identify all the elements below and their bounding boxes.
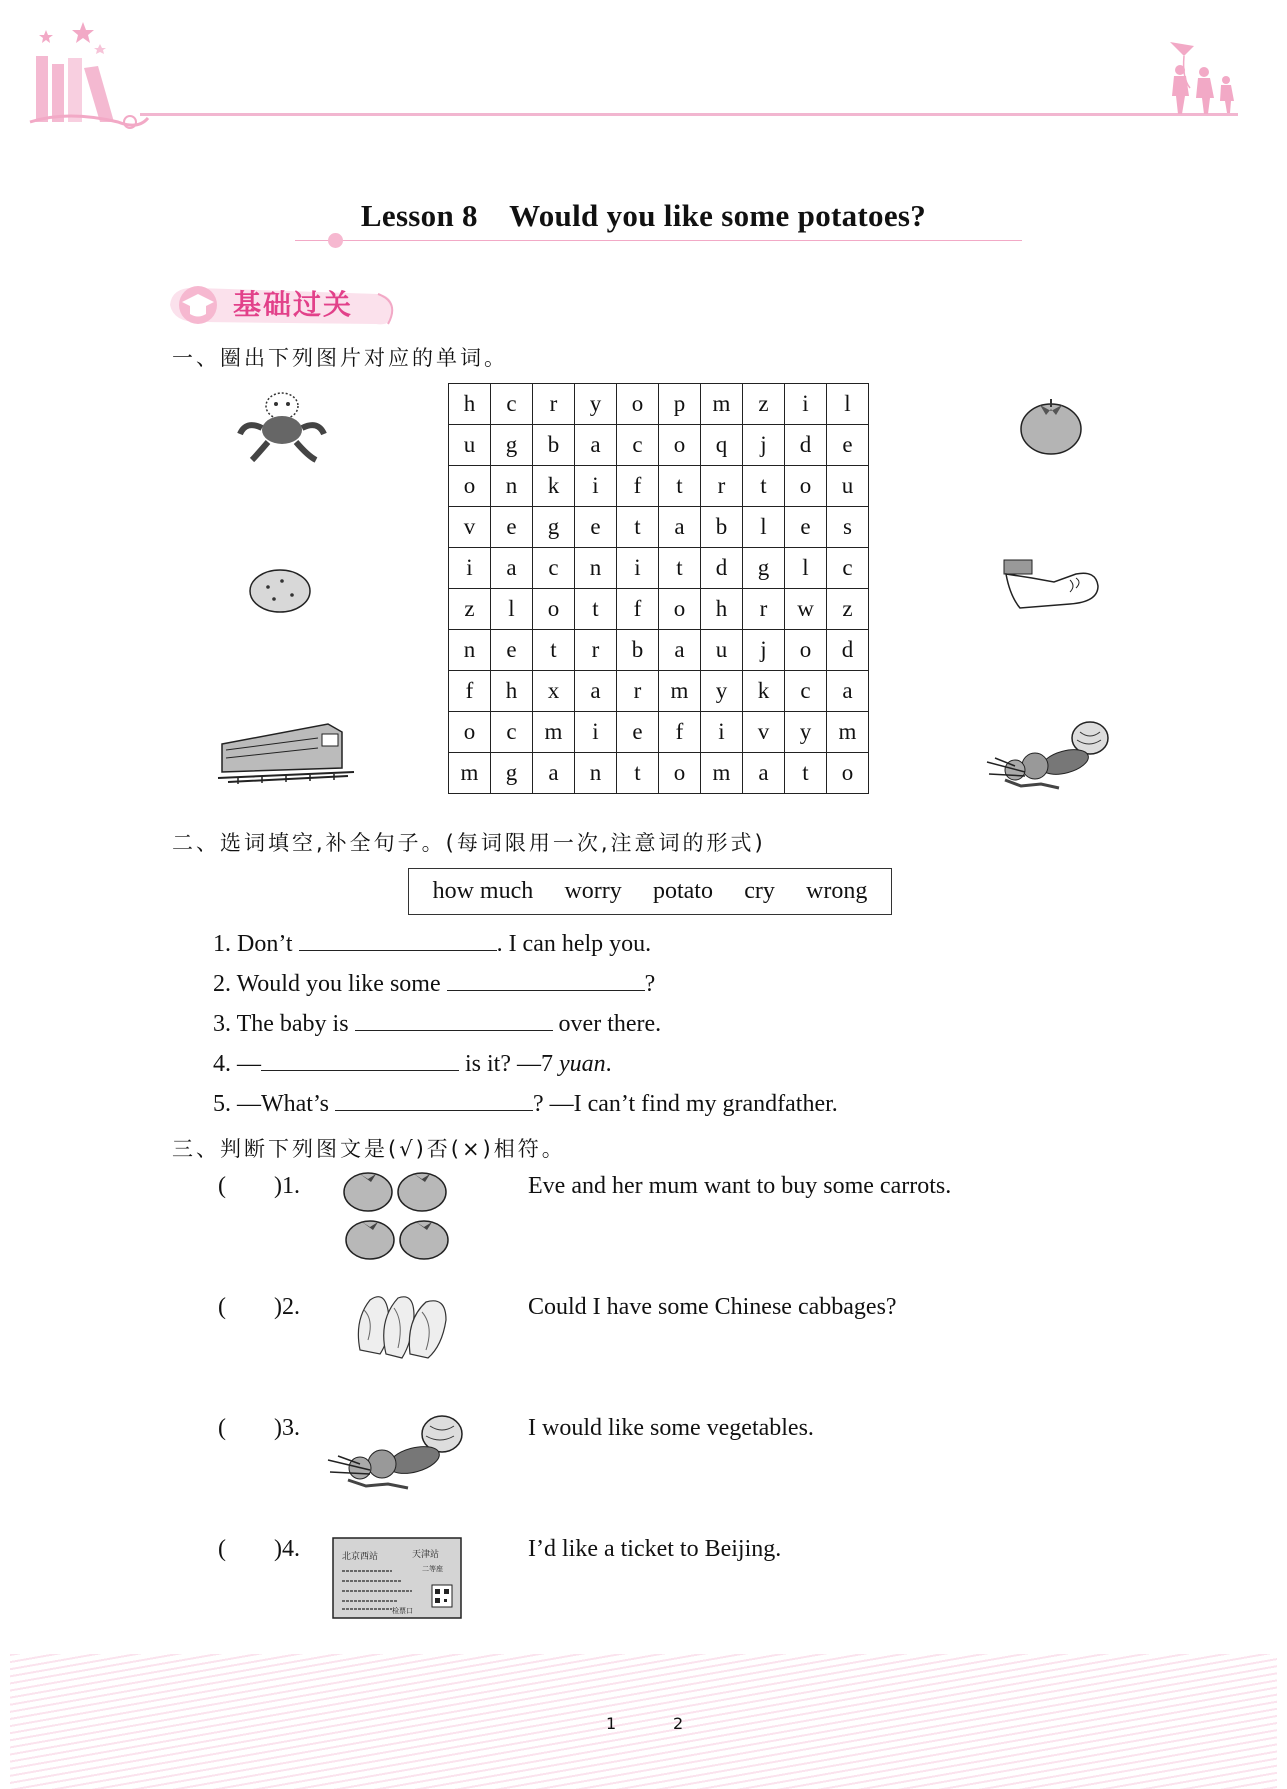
grid-letter-cell[interactable]: e (785, 507, 827, 548)
grid-letter-cell[interactable]: t (785, 753, 827, 794)
grid-letter-cell[interactable]: a (575, 671, 617, 712)
grid-letter-cell[interactable]: h (449, 384, 491, 425)
grid-letter-cell[interactable]: a (659, 507, 701, 548)
grid-letter-cell[interactable]: y (575, 384, 617, 425)
grid-letter-cell[interactable]: c (491, 384, 533, 425)
grid-letter-cell[interactable]: t (617, 507, 659, 548)
grid-letter-cell[interactable]: y (785, 712, 827, 753)
grid-letter-cell[interactable]: t (575, 589, 617, 630)
judge-item-3-number: ( )3. (218, 1415, 300, 1441)
grid-letter-cell[interactable]: m (449, 753, 491, 794)
grid-letter-cell[interactable]: b (533, 425, 575, 466)
cabbages-picture (350, 1290, 456, 1362)
grid-letter-cell[interactable]: z (827, 589, 869, 630)
grid-row (449, 712, 869, 753)
sentence-3 (213, 1010, 661, 1038)
grid-row (449, 753, 869, 794)
word-bank-item: wrong (806, 878, 868, 904)
grid-letter-cell[interactable]: a (575, 425, 617, 466)
judge-item-2-number: ( )2. (218, 1294, 300, 1320)
sentence-1 (213, 930, 651, 958)
grid-letter-cell[interactable]: m (827, 712, 869, 753)
header-rule (140, 113, 1238, 116)
grid-letter-cell[interactable]: i (785, 384, 827, 425)
sentence-4 (213, 1050, 612, 1078)
potato-picture (248, 567, 312, 615)
header-logo-decoration (28, 18, 148, 130)
grid-letter-cell[interactable]: u (827, 466, 869, 507)
ticket-class: 二等座 (422, 1565, 443, 1573)
grid-letter-cell[interactable]: k (533, 466, 575, 507)
tomatoes-picture (340, 1168, 452, 1264)
grid-letter-cell[interactable]: e (491, 507, 533, 548)
grid-letter-cell[interactable]: e (575, 507, 617, 548)
grid-letter-cell[interactable]: i (449, 548, 491, 589)
grid-letter-cell[interactable]: u (449, 425, 491, 466)
grid-letter-cell[interactable]: n (575, 548, 617, 589)
title-underline (295, 240, 1022, 241)
grid-row (449, 466, 869, 507)
grid-letter-cell[interactable]: m (533, 712, 575, 753)
grid-letter-cell[interactable]: z (743, 384, 785, 425)
grid-letter-cell[interactable]: c (617, 425, 659, 466)
page-number-left: 1 (606, 1714, 617, 1733)
grid-letter-cell[interactable]: b (701, 507, 743, 548)
grid-letter-cell[interactable]: r (701, 466, 743, 507)
grid-row (449, 425, 869, 466)
train-picture (218, 716, 358, 786)
vegetables-picture (985, 718, 1115, 800)
sentence-text: 4. — (213, 1051, 261, 1077)
grid-letter-cell[interactable]: c (533, 548, 575, 589)
sentence-text: over there. (552, 1011, 662, 1037)
grid-letter-cell[interactable]: h (701, 589, 743, 630)
grid-letter-cell[interactable]: j (743, 425, 785, 466)
sentence-text: . I can help you. (496, 931, 652, 957)
grid-letter-cell[interactable]: i (575, 712, 617, 753)
grid-row (449, 589, 869, 630)
grid-letter-cell[interactable]: o (449, 466, 491, 507)
grid-letter-cell[interactable]: t (659, 466, 701, 507)
sentence-text: 5. —What’s (213, 1091, 335, 1117)
grid-letter-cell[interactable]: p (659, 384, 701, 425)
grid-letter-cell[interactable]: u (701, 630, 743, 671)
grid-letter-cell[interactable]: r (617, 671, 659, 712)
word-bank (408, 868, 892, 915)
grid-letter-cell[interactable]: o (827, 753, 869, 794)
grid-letter-cell[interactable]: a (533, 753, 575, 794)
grid-letter-cell[interactable]: f (659, 712, 701, 753)
judge-item-4-number: ( )4. (218, 1536, 300, 1562)
grid-letter-cell[interactable]: i (701, 712, 743, 753)
grid-letter-cell[interactable]: o (785, 630, 827, 671)
grid-letter-cell[interactable]: a (743, 753, 785, 794)
grid-letter-cell[interactable]: e (491, 630, 533, 671)
grid-letter-cell[interactable]: m (701, 753, 743, 794)
grid-row (449, 384, 869, 425)
judge-item-1-number: ( )1. (218, 1173, 300, 1199)
grid-letter-cell[interactable]: r (575, 630, 617, 671)
grid-letter-cell[interactable]: g (491, 753, 533, 794)
q2-heading: 二、选词填空,补全句子。(每词限用一次,注意词的形式) (172, 831, 766, 855)
grid-row (449, 507, 869, 548)
grid-letter-cell[interactable]: a (659, 630, 701, 671)
grid-letter-cell[interactable]: o (617, 384, 659, 425)
answer-blank[interactable] (355, 1010, 553, 1031)
word-search-grid (448, 383, 869, 794)
grid-letter-cell[interactable]: o (785, 466, 827, 507)
grid-letter-cell[interactable]: m (701, 384, 743, 425)
grid-letter-cell[interactable]: o (449, 712, 491, 753)
currency-word: yuan (559, 1051, 606, 1077)
grid-letter-cell[interactable]: c (491, 712, 533, 753)
grid-letter-cell[interactable]: e (617, 712, 659, 753)
grid-letter-cell[interactable]: y (701, 671, 743, 712)
grid-letter-cell[interactable]: r (743, 589, 785, 630)
grid-letter-cell[interactable]: g (491, 425, 533, 466)
children-kite-icon (1160, 38, 1240, 118)
grid-letter-cell[interactable]: c (827, 548, 869, 589)
grid-letter-cell[interactable]: o (659, 753, 701, 794)
grid-row (449, 671, 869, 712)
grid-letter-cell[interactable]: g (743, 548, 785, 589)
sentence-5 (213, 1090, 838, 1118)
sentence-text: 1. Don’t (213, 931, 299, 957)
grid-letter-cell[interactable]: f (617, 589, 659, 630)
lesson-title: Lesson 8 Would you like some potatoes? (360, 198, 927, 233)
grid-letter-cell[interactable]: n (491, 466, 533, 507)
judge-item-2-text: Could I have some Chinese cabbages? (528, 1294, 897, 1320)
page-number-right: 2 (673, 1714, 684, 1733)
sentence-2 (213, 970, 655, 998)
grid-letter-cell[interactable]: t (533, 630, 575, 671)
grid-row (449, 630, 869, 671)
word-bank-item: cry (744, 878, 775, 904)
grid-letter-cell[interactable]: j (743, 630, 785, 671)
grid-letter-cell[interactable]: d (785, 425, 827, 466)
title-dot-decoration (328, 233, 343, 248)
word-bank-item: worry (564, 878, 622, 904)
answer-blank[interactable] (335, 1090, 533, 1111)
grid-letter-cell[interactable]: s (827, 507, 869, 548)
judge-item-1-text: Eve and her mum want to buy some carrots. (528, 1173, 952, 1199)
grid-letter-cell[interactable]: l (827, 384, 869, 425)
grid-letter-cell[interactable]: l (785, 548, 827, 589)
ticket-to: 天津站 (412, 1550, 440, 1560)
judge-item-3-text: I would like some vegetables. (528, 1415, 814, 1441)
grid-letter-cell[interactable]: n (575, 753, 617, 794)
grid-row (449, 548, 869, 589)
grid-letter-cell[interactable]: t (743, 466, 785, 507)
grid-letter-cell[interactable]: t (659, 548, 701, 589)
grid-letter-cell[interactable]: l (491, 589, 533, 630)
grid-letter-cell[interactable]: x (533, 671, 575, 712)
grid-letter-cell[interactable]: c (785, 671, 827, 712)
grid-letter-cell[interactable]: f (449, 671, 491, 712)
q3-heading: 三、判断下列图文是(√)否(×)相符。 (172, 1137, 566, 1161)
sentence-text: is it? —7 (459, 1051, 559, 1077)
grid-letter-cell[interactable]: q (701, 425, 743, 466)
answer-blank[interactable] (447, 970, 645, 991)
grid-letter-cell[interactable]: f (617, 466, 659, 507)
grid-letter-cell[interactable]: v (449, 507, 491, 548)
grid-letter-cell[interactable]: l (743, 507, 785, 548)
word-bank-item: how much (432, 878, 534, 904)
grid-letter-cell[interactable]: e (827, 425, 869, 466)
grid-letter-cell[interactable]: a (491, 548, 533, 589)
answer-blank[interactable] (299, 930, 497, 951)
grid-letter-cell[interactable]: o (533, 589, 575, 630)
q1-heading: 一、圈出下列图片对应的单词。 (172, 346, 508, 370)
sentence-text: ? —I can’t find my grandfather. (532, 1091, 838, 1117)
judge-item-4-text: I’d like a ticket to Beijing. (528, 1536, 782, 1562)
grid-letter-cell[interactable]: a (827, 671, 869, 712)
tomato-picture (1018, 395, 1084, 457)
grid-letter-cell[interactable]: r (533, 384, 575, 425)
grid-letter-cell[interactable]: t (617, 753, 659, 794)
answer-blank[interactable] (261, 1050, 459, 1071)
grid-letter-cell[interactable]: w (785, 589, 827, 630)
section-label: 基础过关 (233, 288, 354, 321)
grid-letter-cell[interactable]: d (701, 548, 743, 589)
grid-letter-cell[interactable]: h (491, 671, 533, 712)
monkey-picture (232, 390, 332, 464)
grid-letter-cell[interactable]: i (575, 466, 617, 507)
grid-letter-cell[interactable]: o (659, 425, 701, 466)
arm-picture (1000, 556, 1104, 616)
grid-letter-cell[interactable]: g (533, 507, 575, 548)
grid-letter-cell[interactable]: v (743, 712, 785, 753)
sentence-text: 2. Would you like some (213, 971, 447, 997)
footer-band (10, 1654, 1277, 1789)
word-bank-item: potato (652, 878, 713, 904)
grid-letter-cell[interactable]: o (659, 589, 701, 630)
vegetables-picture-2 (326, 1412, 466, 1500)
sentence-text: . (605, 1051, 612, 1077)
sentence-text: ? (644, 971, 656, 997)
ticket-stamp: 检票口 (392, 1607, 413, 1615)
grid-letter-cell[interactable]: k (743, 671, 785, 712)
ticket-from: 北京西站 (342, 1552, 379, 1562)
grid-letter-cell[interactable]: i (617, 548, 659, 589)
grid-letter-cell[interactable]: b (617, 630, 659, 671)
train-ticket-picture (332, 1537, 462, 1619)
grid-letter-cell[interactable]: n (449, 630, 491, 671)
grid-letter-cell[interactable]: m (659, 671, 701, 712)
grid-letter-cell[interactable]: d (827, 630, 869, 671)
grid-letter-cell[interactable]: z (449, 589, 491, 630)
sentence-text: 3. The baby is (213, 1011, 355, 1037)
